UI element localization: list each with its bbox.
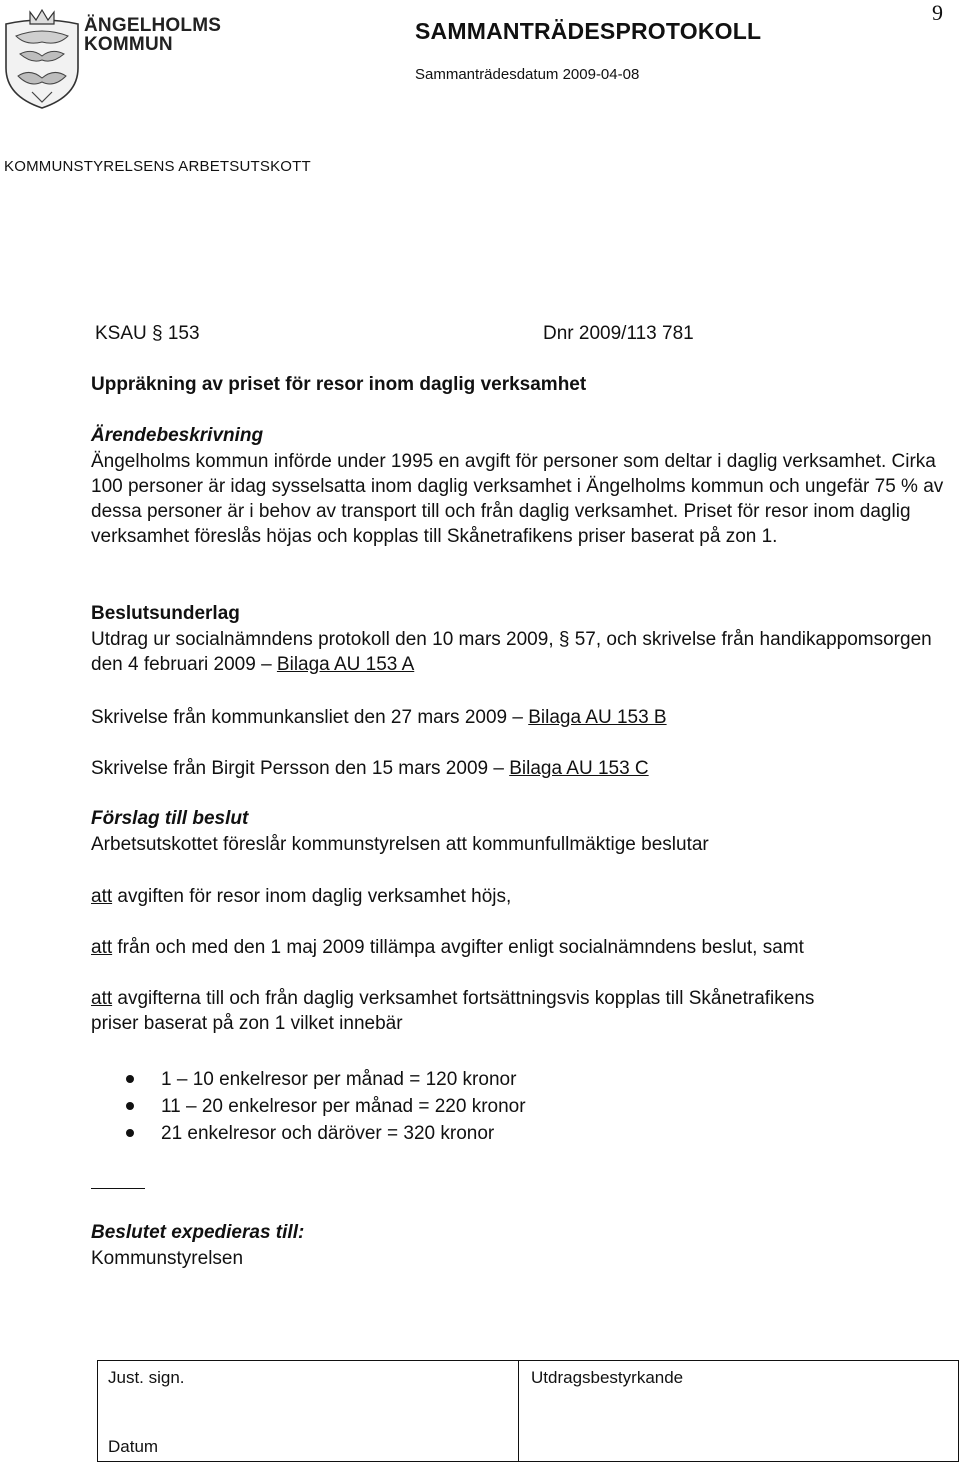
description-heading: Ärendebeskrivning [91, 425, 264, 446]
att-keyword: att [91, 886, 113, 907]
case-title: Uppräkning av priset för resor inom daglig verksamhet [91, 374, 587, 395]
price-list [126, 1066, 526, 1147]
signature-box [97, 1360, 959, 1462]
clause-2-text: från och med den 1 maj 2009 tillämpa avgifter enligt socialnämndens beslut, samt [112, 937, 804, 958]
document-title: SAMMANTRÄDESPROTOKOLL [415, 18, 762, 44]
proposal-clause-1 [91, 884, 951, 909]
signature-box-divider [518, 1361, 519, 1461]
attachment-link-c[interactable]: Bilaga AU 153 C [509, 758, 649, 779]
att-keyword: att [91, 988, 113, 1009]
separator-rule [91, 1188, 145, 1189]
basis-item-3 [91, 756, 951, 781]
description-text: Ängelholms kommun införde under 1995 en avgift för personer som deltar i daglig verksamhet. Cirka 100 personer är idag sysselsatta inom daglig verksamhet i Ängelholms kommun och ungefär 75 % av dessa personer är i behov av transport till och från daglig verksamhet. Priset för resor inom daglig verksamhet föreslås höjas och kopplas till Skånetrafikens priser baserat på zon 1. [91, 451, 944, 547]
basis-item-1 [91, 627, 951, 677]
bullet-icon [126, 1102, 134, 1110]
clause-3-text: avgifterna till och från daglig verksamhet fortsättningsvis kopplas till Skånetrafikens priser baserat på zon 1 vilket innebär [91, 988, 815, 1034]
basis-item-2-text: Skrivelse från kommunkansliet den 27 mars 2009 – [91, 707, 529, 728]
date-label: Datum [108, 1437, 159, 1456]
just-sign-label: Just. sign. [108, 1368, 185, 1387]
case-reference: KSAU § 153 [95, 323, 200, 344]
clause-1-text: avgiften för resor inom daglig verksamhet höjs, [112, 886, 512, 907]
proposal-heading: Förslag till beslut [91, 808, 249, 829]
logo-wordmark [84, 16, 221, 54]
certifier-label: Utdragsbestyrkande [531, 1368, 684, 1387]
list-item [126, 1120, 526, 1147]
att-keyword: att [91, 937, 113, 958]
proposal-intro: Arbetsutskottet föreslår kommunstyrelsen att kommunfullmäktige beslutar [91, 834, 709, 855]
basis-item-1-text: Utdrag ur socialnämndens protokoll den 10 mars 2009, § 57, och skrivelse från handikappomsorgen den 4 februari 2009 – [91, 629, 932, 675]
proposal-clause-2 [91, 935, 951, 960]
list-item [126, 1066, 526, 1093]
dispatch-heading: Beslutet expedieras till: [91, 1222, 305, 1243]
price-item-text: 21 enkelresor och däröver = 320 kronor [161, 1123, 495, 1144]
meeting-date: Sammanträdesdatum 2009-04-08 [415, 66, 640, 83]
price-item-text: 1 – 10 enkelresor per månad = 120 kronor [161, 1069, 517, 1090]
price-item-text: 11 – 20 enkelresor per månad = 220 kronor [161, 1096, 526, 1117]
logo-line-1: ÄNGELHOLMS [84, 15, 222, 36]
proposal-clause-3 [91, 986, 851, 1036]
basis-item-2 [91, 705, 951, 730]
attachment-link-a[interactable]: Bilaga AU 153 A [276, 654, 415, 675]
logo-line-2: KOMMUN [84, 34, 173, 55]
bullet-icon [126, 1129, 134, 1137]
page-number: 9 [932, 0, 943, 25]
municipality-logo [2, 6, 222, 110]
attachment-link-b[interactable]: Bilaga AU 153 B [528, 707, 667, 728]
coat-of-arms-icon [2, 6, 82, 110]
case-dnr: Dnr 2009/113 781 [543, 323, 694, 344]
basis-heading: Beslutsunderlag [91, 603, 240, 624]
committee-name: KOMMUNSTYRELSENS ARBETSUTSKOTT [4, 158, 311, 175]
dispatch-recipient: Kommunstyrelsen [91, 1248, 244, 1269]
list-item [126, 1093, 526, 1120]
bullet-icon [126, 1075, 134, 1083]
basis-item-3-text: Skrivelse från Birgit Persson den 15 mars 2009 – [91, 758, 510, 779]
